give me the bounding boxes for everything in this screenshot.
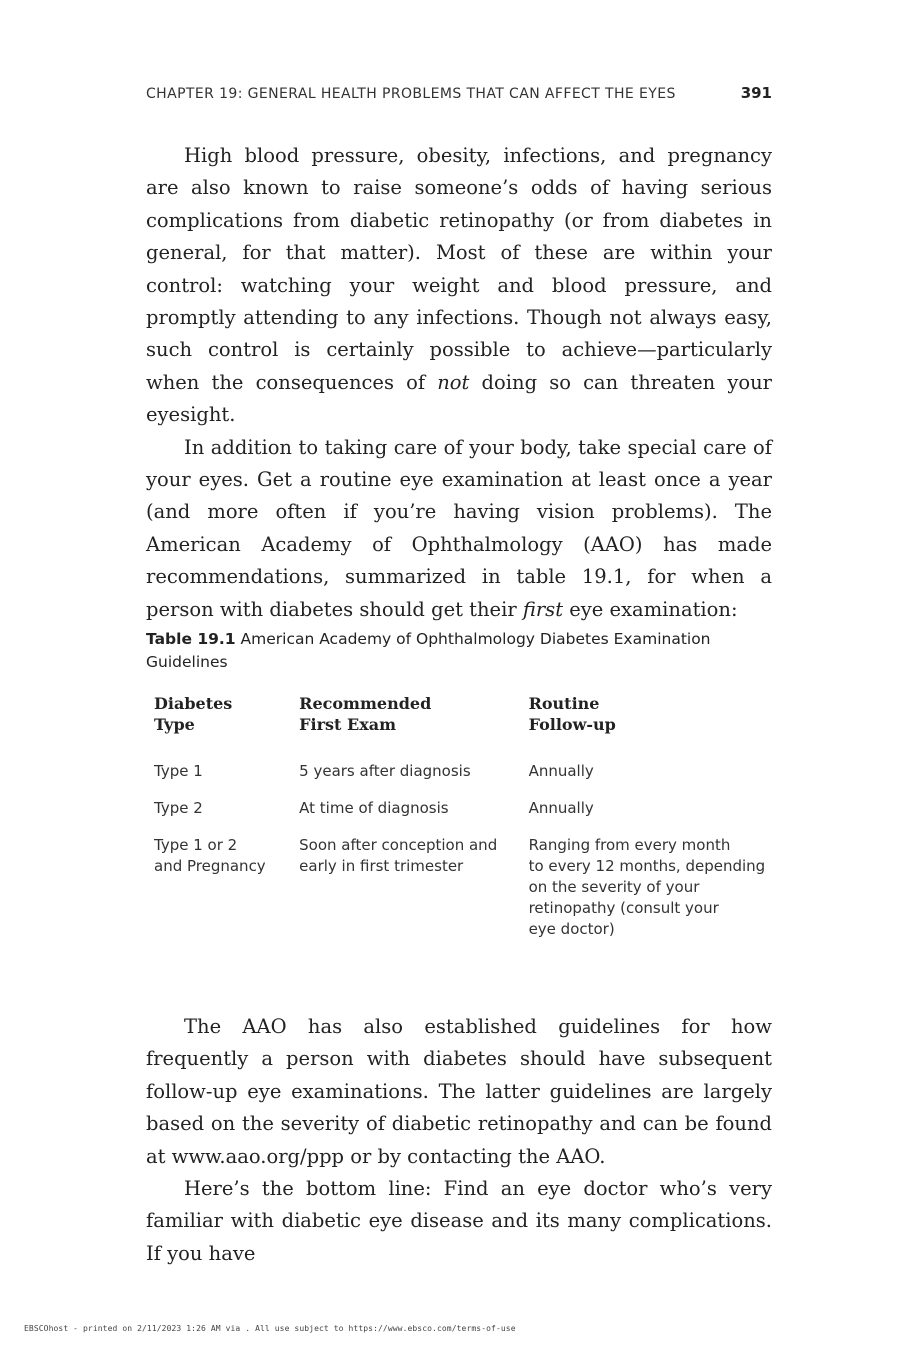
table-cell: At time of diagnosis [299,799,449,817]
paragraph [146,432,772,626]
table-cell: Type 2 [154,799,203,817]
table-cell: Soon after conception and early in first trimester [299,836,498,875]
page-number: 391 [740,84,772,102]
paragraph-text: doing so can threaten your eyesight. [146,370,772,427]
table-cell: Type 1 [154,762,203,780]
paragraph-text: eye examination: [563,597,738,621]
emphasis-text: first [522,597,564,621]
running-header [146,84,772,106]
table-header-row [146,693,776,761]
table-cell: Ranging from every month to every 12 months, depending on the severity of your retinopathy (consult your eye doctor) [528,836,766,938]
table-cell: 5 years after diagnosis [299,762,471,780]
paragraph: Here’s the bottom line: Find an eye doctor who’s very familiar with diabetic eye disease and its many complications. If you have [146,1177,772,1265]
table-row [146,835,776,956]
table-cell: Type 1 or 2 and Pregnancy [154,836,266,875]
body-text-top [146,140,772,626]
print-footer: EBSCOhost - printed on 2/11/2023 1:26 AM via . All use subject to https://www.ebsco.com/terms-of-use [24,1324,516,1333]
column-header-diabetes-type: Diabetes Type [154,694,233,734]
paragraph: The AAO has also established guidelines for how frequently a person with diabetes should have subsequent follow-up eye examinations. The latter guidelines are largely based on the severity of diabetic retinopathy and can be found at www.aao.org/ppp or by contacting the AAO. [146,1015,772,1168]
paragraph-text: High blood pressure, obesity, infections, and pregnancy are also known to raise someone’s odds of having serious complications from diabetic retinopathy (or from diabetes in general, for that matter). Most of these are within your control: watching your weight and blood pressure, and promptly attending to any infections. Though not always easy, such control is certainly possible to achieve—particularly when the consequences of [146,144,772,394]
column-header-first-exam: Recommended First Exam [299,694,432,734]
table-caption-label: Table 19.1 [146,630,236,648]
body-text-bottom [146,1011,772,1270]
guidelines-table [146,693,776,956]
table-cell: Annually [528,799,594,817]
table-row [146,798,776,835]
paragraph-text: In addition to taking care of your body, take special care of your eyes. Get a routine eye examination at least once a year (and more often if you’re having vision problems). The American Academy of Ophthalmology (AAO) has made recommendations, summarized in table 19.1, for when a person with diabetes should get their [146,435,772,621]
running-title: CHAPTER 19: GENERAL HEALTH PROBLEMS THAT CAN AFFECT THE EYES [146,86,676,102]
paragraph [146,140,772,432]
table-cell: Annually [528,762,594,780]
emphasis-text: not [437,370,470,394]
column-header-follow-up: Routine Follow-up [528,694,616,734]
table-caption [146,628,772,674]
table-row [146,761,776,798]
table-caption-text: American Academy of Ophthalmology Diabetes Examination Guidelines [146,630,711,671]
